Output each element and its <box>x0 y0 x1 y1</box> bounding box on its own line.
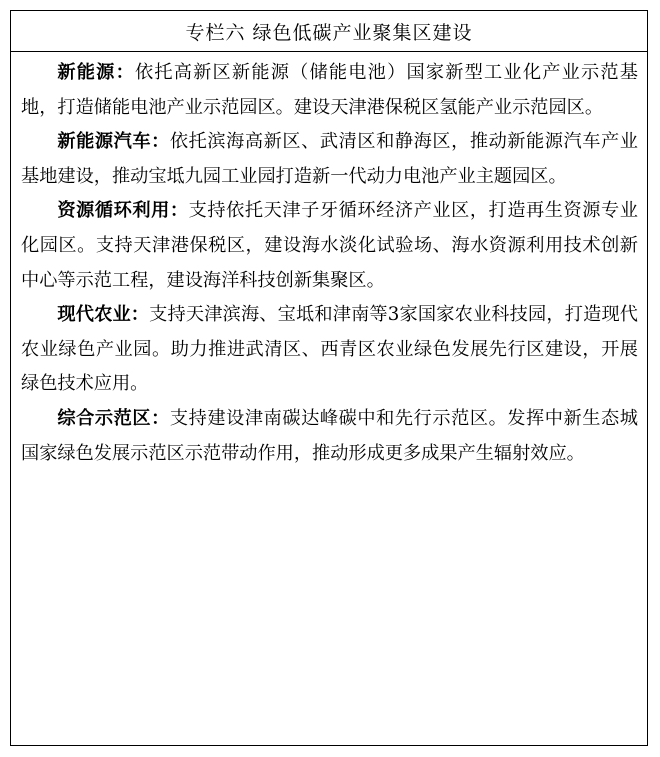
text-modern-agriculture: 支持天津滨海、宝坻和津南等3家国家农业科技园，打造现代农业绿色产业园。助力推进武清区、西青区农业绿色发展先行区建设，开展绿色技术应用。 <box>21 304 638 395</box>
paragraph-modern-agriculture <box>21 298 638 402</box>
text-new-energy-vehicles: 依托滨海高新区、武清区和静海区，推动新能源汽车产业基地建设，推动宝坻九园工业园打造新一代动力电池产业主题园区。 <box>21 131 638 187</box>
paragraph-resource-recycling <box>21 194 638 298</box>
text-new-energy: 依托高新区新能源（储能电池）国家新型工业化产业示范基地，打造储能电池产业示范园区。建设天津港保税区氢能产业示范园区。 <box>21 62 638 118</box>
term-new-energy: 新能源： <box>57 62 135 83</box>
term-demonstration-zone: 综合示范区： <box>57 407 170 429</box>
term-resource-recycling: 资源循环利用： <box>57 200 189 222</box>
term-new-energy-vehicles: 新能源汽车： <box>57 131 170 153</box>
paragraph-new-energy-vehicles <box>21 125 638 194</box>
text-demonstration-zone: 支持建设津南碳达峰碳中和先行示范区。发挥中新生态城国家绿色发展示范区示范带动作用，推动形成更多成果产生辐射效应。 <box>21 407 638 464</box>
paragraph-new-energy <box>21 56 638 125</box>
feature-box <box>10 10 648 746</box>
term-modern-agriculture: 现代农业： <box>57 304 150 326</box>
text-resource-recycling: 支持依托天津子牙循环经济产业区，打造再生资源专业化园区。支持天津港保税区，建设海水淡化试验场、海水资源利用技术创新中心等示范工程，建设海洋科技创新集聚区。 <box>21 200 638 291</box>
box-title: 专栏六 绿色低碳产业聚集区建设 <box>11 11 647 52</box>
paragraph-demonstration-zone <box>21 402 638 471</box>
box-body <box>11 52 647 471</box>
